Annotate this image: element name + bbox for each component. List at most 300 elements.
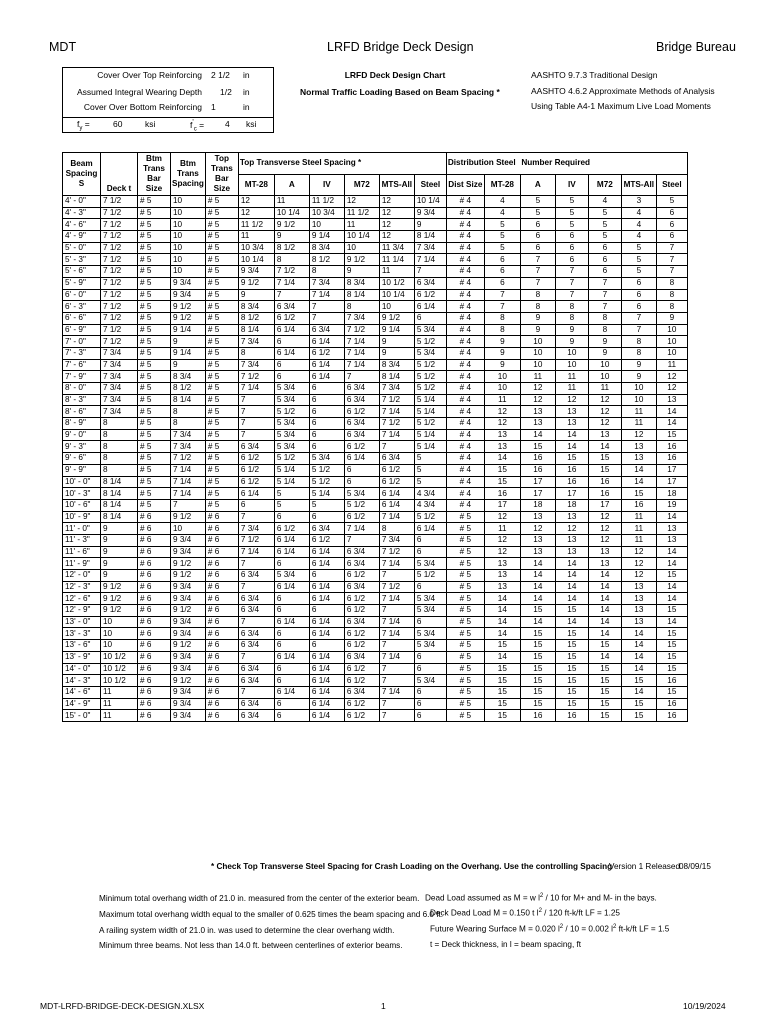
table-cell: 5 [656, 196, 687, 208]
table-cell: 14 [621, 663, 656, 675]
table-row [63, 698, 688, 710]
table-cell: 6 1/4 [309, 628, 344, 640]
table-cell: # 4 [446, 336, 484, 348]
table-cell: 9 [520, 324, 555, 336]
table-cell: 7 [484, 301, 520, 313]
table-cell: # 6 [138, 605, 171, 617]
input-value: 1 [211, 102, 216, 112]
table-cell: # 5 [138, 476, 171, 488]
table-cell: 6 [274, 698, 309, 710]
table-cell: 6 [414, 663, 446, 675]
table-cell: 6 1/2 [238, 476, 274, 488]
table-cell: 10 [520, 336, 555, 348]
table-row [63, 277, 688, 289]
table-cell: 13 [555, 406, 588, 418]
table-cell: 6 1/4 [379, 488, 414, 500]
table-cell: 8' - 6" [63, 406, 101, 418]
table-cell: 14 [621, 686, 656, 698]
table-cell: 5 [274, 488, 309, 500]
table-cell: # 5 [205, 499, 238, 511]
table-cell: 7 1/4 [171, 464, 206, 476]
definitions-note: t = Deck thickness, in l = beam spacing, ft [430, 940, 582, 949]
table-cell: # 4 [446, 301, 484, 313]
table-cell: # 5 [138, 231, 171, 243]
table-cell: 10 [171, 196, 206, 208]
table-cell: 6 1/2 [344, 663, 379, 675]
table-cell: 11 [344, 219, 379, 231]
table-cell: 7 [171, 499, 206, 511]
table-cell: 9 [484, 359, 520, 371]
table-cell: 13 [656, 394, 687, 406]
table-cell: 13 [520, 418, 555, 430]
table-cell: 6 [656, 207, 687, 219]
table-cell: 15 [555, 698, 588, 710]
table-cell: 7 [274, 289, 309, 301]
table-cell: # 4 [446, 207, 484, 219]
table-cell: 11' - 9" [63, 558, 101, 570]
table-cell: # 6 [205, 675, 238, 687]
table-row [63, 628, 688, 640]
table-cell: 6 1/2 [344, 406, 379, 418]
table-cell: 6 [520, 231, 555, 243]
table-cell: 16 [520, 710, 555, 722]
table-row [63, 534, 688, 546]
table-cell: 6 1/2 [344, 511, 379, 523]
table-cell: # 4 [446, 312, 484, 324]
table-cell: 5 1/4 [414, 429, 446, 441]
table-cell: # 5 [205, 336, 238, 348]
table-cell: 9 [171, 336, 206, 348]
table-cell: 6 [344, 476, 379, 488]
version-date: 08/09/15 [679, 862, 711, 871]
table-cell: 6 1/4 [309, 675, 344, 687]
table-cell: 5 [588, 219, 621, 231]
table-cell: 6 1/4 [309, 371, 344, 383]
table-cell: 6 1/4 [309, 558, 344, 570]
table-cell: 7 1/4 [274, 277, 309, 289]
table-cell: 12 [621, 429, 656, 441]
table-cell: # 4 [446, 266, 484, 278]
table-cell: # 5 [138, 254, 171, 266]
table-cell: 7 [379, 698, 414, 710]
table-cell: 12 [379, 231, 414, 243]
header-right: Bridge Bureau [656, 40, 736, 54]
table-row [63, 546, 688, 558]
table-cell: 7 1/4 [379, 406, 414, 418]
table-cell: 14 [588, 628, 621, 640]
table-cell: 7 1/4 [238, 546, 274, 558]
table-cell: 6 [414, 686, 446, 698]
table-cell: 8 1/4 [238, 324, 274, 336]
table-cell: # 4 [446, 464, 484, 476]
table-cell: 5 [414, 453, 446, 465]
table-cell: 7 [238, 616, 274, 628]
table-cell: 9 [379, 336, 414, 348]
table-cell: 8 1/4 [344, 289, 379, 301]
table-cell: 8 [484, 324, 520, 336]
table-cell: 14 [520, 581, 555, 593]
deck-design-table [62, 152, 688, 722]
table-cell: 16 [656, 698, 687, 710]
table-cell: 14 [555, 558, 588, 570]
table-cell: 16 [588, 488, 621, 500]
fy-unit: ksi [145, 119, 156, 129]
table-cell: # 6 [138, 663, 171, 675]
table-cell: 15 [484, 686, 520, 698]
table-cell: 5 1/2 [414, 336, 446, 348]
fc-unit: ksi [246, 119, 257, 129]
table-cell: 16 [588, 476, 621, 488]
table-cell: 10 [171, 254, 206, 266]
col-mts-all: MTS-All [379, 174, 414, 196]
table-cell: # 6 [138, 593, 171, 605]
table-cell: # 5 [138, 453, 171, 465]
table-cell: 14 [520, 593, 555, 605]
table-cell: 9 [621, 371, 656, 383]
table-row [63, 675, 688, 687]
table-cell: # 4 [446, 242, 484, 254]
col-n-steel: Steel [656, 174, 687, 196]
table-cell: 7 3/4 [101, 347, 138, 359]
table-cell: 6 3/4 [238, 593, 274, 605]
table-cell: 7 1/2 [274, 266, 309, 278]
table-cell: 7 1/4 [379, 616, 414, 628]
table-row [63, 581, 688, 593]
table-cell: 9 3/4 [171, 710, 206, 722]
table-cell: 6 3/4 [238, 605, 274, 617]
table-cell: # 5 [138, 312, 171, 324]
note-line: Minimum three beams. Not less than 14.0 ft. between centerlines of exterior beams. [99, 941, 403, 950]
table-cell: 6' - 0" [63, 289, 101, 301]
table-row [63, 710, 688, 722]
table-cell: 6 [588, 254, 621, 266]
table-cell: 12' - 6" [63, 593, 101, 605]
table-cell: 13 [621, 605, 656, 617]
table-cell: 7 1/2 [238, 534, 274, 546]
table-cell: 5' - 6" [63, 266, 101, 278]
table-cell: # 5 [138, 499, 171, 511]
table-cell: 13 [555, 546, 588, 558]
table-cell: 10' - 6" [63, 499, 101, 511]
table-cell: 4' - 0" [63, 196, 101, 208]
table-cell: 7 [555, 289, 588, 301]
table-cell: 7 [656, 254, 687, 266]
table-cell: 4 3/4 [414, 499, 446, 511]
table-cell: 9' - 0" [63, 429, 101, 441]
table-cell: 16 [555, 476, 588, 488]
table-cell: 13 [555, 511, 588, 523]
table-cell: # 5 [138, 242, 171, 254]
table-cell: 7 3/4 [238, 336, 274, 348]
table-cell: 13 [484, 429, 520, 441]
table-cell: 6 [274, 558, 309, 570]
table-cell: 7 3/4 [379, 534, 414, 546]
table-cell: 17 [656, 476, 687, 488]
table-cell: 5 [555, 207, 588, 219]
table-cell: 11 [621, 418, 656, 430]
table-cell: 10 1/4 [379, 289, 414, 301]
table-cell: 9 1/2 [171, 312, 206, 324]
table-cell: # 6 [205, 546, 238, 558]
table-cell: 4 [621, 207, 656, 219]
table-cell: # 5 [446, 663, 484, 675]
table-cell: 13 [588, 429, 621, 441]
col-btm-spacing: Btm Trans Spacing [171, 153, 206, 196]
reference-1: AASHTO 9.7.3 Traditional Design [531, 70, 658, 80]
table-cell: 5 1/2 [414, 418, 446, 430]
table-cell: 9 1/2 [171, 570, 206, 582]
table-cell: 14 [656, 558, 687, 570]
table-cell: 6 [274, 605, 309, 617]
table-cell: 6 [274, 675, 309, 687]
table-cell: 9 1/2 [101, 605, 138, 617]
table-cell: 8 1/4 [379, 371, 414, 383]
table-cell: 5 1/4 [414, 441, 446, 453]
table-cell: # 6 [138, 616, 171, 628]
table-cell: 7 3/4 [101, 394, 138, 406]
table-cell: 12 [656, 383, 687, 395]
table-cell: 10 [171, 207, 206, 219]
table-cell: 10 [656, 347, 687, 359]
table-cell: # 5 [205, 196, 238, 208]
table-cell: # 6 [138, 558, 171, 570]
table-cell: 11 [101, 710, 138, 722]
fc-label: $f'_c$ = [190, 119, 205, 133]
table-cell: 11 [238, 231, 274, 243]
table-cell: # 6 [138, 581, 171, 593]
table-cell: 15 [621, 698, 656, 710]
col-dist-size: Dist Size [446, 174, 484, 196]
table-cell: 6 1/2 [344, 628, 379, 640]
table-cell: 6 [414, 546, 446, 558]
table-cell: 15 [484, 663, 520, 675]
table-cell: # 5 [205, 289, 238, 301]
table-cell: # 5 [446, 651, 484, 663]
table-cell: 6 1/4 [274, 581, 309, 593]
table-cell: 5 [309, 499, 344, 511]
table-cell: 4 [621, 219, 656, 231]
table-cell: 6 [588, 242, 621, 254]
table-cell: 6 1/4 [414, 301, 446, 313]
table-cell: 7 1/2 [101, 289, 138, 301]
table-cell: 8 [656, 301, 687, 313]
table-cell: 6 3/4 [344, 383, 379, 395]
table-cell: 6 1/4 [274, 686, 309, 698]
table-cell: 9 1/4 [171, 347, 206, 359]
table-cell: 5 3/4 [274, 570, 309, 582]
table-cell: 5 [274, 499, 309, 511]
table-cell: 14 [555, 429, 588, 441]
table-cell: 13 [621, 581, 656, 593]
table-cell: # 5 [446, 640, 484, 652]
table-cell: 6 [555, 254, 588, 266]
table-cell: 7 [484, 289, 520, 301]
table-cell: 7 1/2 [379, 581, 414, 593]
table-cell: 8 [101, 453, 138, 465]
table-cell: 7 1/2 [379, 418, 414, 430]
table-cell: 6 [274, 359, 309, 371]
table-cell: # 5 [138, 277, 171, 289]
design-inputs-box [62, 67, 274, 133]
table-cell: 7 3/4 [309, 277, 344, 289]
table-cell: # 5 [205, 464, 238, 476]
table-cell: 10 3/4 [238, 242, 274, 254]
col-beam-spacing: Beam Spacing S [63, 153, 101, 196]
table-cell: 6 [344, 464, 379, 476]
header-row [63, 153, 688, 175]
table-cell: 6 3/4 [309, 324, 344, 336]
table-cell: 5 1/2 [414, 570, 446, 582]
table-cell: 6 3/4 [344, 558, 379, 570]
table-cell: 15 [555, 663, 588, 675]
table-cell: # 5 [205, 383, 238, 395]
table-cell: 7 [238, 429, 274, 441]
table-cell: 14 [555, 441, 588, 453]
table-cell: 7 [379, 570, 414, 582]
input-unit: in [243, 87, 250, 97]
fy-value: 60 [113, 119, 123, 129]
table-cell: 11 [621, 523, 656, 535]
table-cell: # 4 [446, 499, 484, 511]
table-cell: # 6 [138, 546, 171, 558]
table-cell: 7 [238, 394, 274, 406]
table-cell: # 5 [138, 347, 171, 359]
table-cell: 6 1/4 [309, 616, 344, 628]
table-cell: # 6 [138, 640, 171, 652]
table-cell: 7 1/4 [171, 476, 206, 488]
group-number-required: Number Required [520, 153, 687, 175]
table-cell: 6 [309, 570, 344, 582]
table-cell: 9 [101, 558, 138, 570]
table-cell: 10 [344, 242, 379, 254]
table-cell: # 5 [138, 464, 171, 476]
table-cell: 11 [520, 371, 555, 383]
table-cell: 9' - 9" [63, 464, 101, 476]
table-cell: 5 3/4 [274, 383, 309, 395]
table-cell: 11 [274, 196, 309, 208]
table-cell: # 4 [446, 254, 484, 266]
table-cell: 15 [555, 628, 588, 640]
col-n-mt28: MT-28 [484, 174, 520, 196]
table-cell: 5 3/4 [344, 488, 379, 500]
table-cell: # 6 [138, 523, 171, 535]
table-cell: 14 [621, 640, 656, 652]
table-row [63, 336, 688, 348]
table-cell: 10 1/4 [274, 207, 309, 219]
wearing-surface-note: Future Wearing Surface M = 0.020 $l^2 / 10 = 0.002$ $l^2$ ft-k/ft LF = 1.5 [430, 924, 670, 934]
table-cell: 14 [656, 406, 687, 418]
table-cell: 16 [555, 464, 588, 476]
table-cell: 6 1/2 [274, 523, 309, 535]
table-row [63, 406, 688, 418]
table-cell: # 5 [138, 371, 171, 383]
table-cell: 6 1/2 [238, 453, 274, 465]
table-row [63, 324, 688, 336]
table-cell: 9 [588, 347, 621, 359]
table-cell: 15 [520, 441, 555, 453]
table-cell: 15 [656, 570, 687, 582]
table-cell: 6 3/4 [344, 651, 379, 663]
table-cell: 15 [656, 605, 687, 617]
table-cell: 10 [101, 616, 138, 628]
table-cell: 11 [656, 359, 687, 371]
table-cell: 19 [656, 499, 687, 511]
table-cell: 16 [621, 499, 656, 511]
table-cell: 6' - 6" [63, 312, 101, 324]
table-cell: 9 1/2 [101, 593, 138, 605]
table-cell: 12 [484, 534, 520, 546]
table-cell: 15 [656, 663, 687, 675]
table-cell: # 5 [205, 219, 238, 231]
table-cell: 11 [101, 686, 138, 698]
table-cell: 12 [379, 219, 414, 231]
table-cell: 9' - 6" [63, 453, 101, 465]
table-cell: 14 [656, 546, 687, 558]
table-cell: 7 1/4 [238, 383, 274, 395]
col-n-a: A [520, 174, 555, 196]
table-cell: 7 3/4 [101, 371, 138, 383]
input-label: Assumed Integral Wearing Depth [76, 87, 202, 97]
table-cell: 8' - 0" [63, 383, 101, 395]
table-cell: 9 3/4 [171, 593, 206, 605]
table-cell: 13 [656, 523, 687, 535]
table-cell: 6 [274, 663, 309, 675]
table-cell: 7' - 0" [63, 336, 101, 348]
table-cell: 9 1/2 [171, 558, 206, 570]
table-cell: 7 [379, 605, 414, 617]
table-cell: 7 1/2 [101, 301, 138, 313]
table-cell: 7 1/2 [344, 324, 379, 336]
table-row [63, 499, 688, 511]
table-cell: 9 1/2 [101, 581, 138, 593]
table-cell: # 5 [138, 488, 171, 500]
table-cell: 6 [274, 593, 309, 605]
reference-3: Using Table A4-1 Maximum Live Load Moments [531, 101, 711, 111]
input-label: Cover Over Top Reinforcing [97, 70, 202, 80]
table-cell: # 5 [205, 312, 238, 324]
table-cell: 6 3/4 [238, 663, 274, 675]
table-cell: # 5 [205, 207, 238, 219]
table-cell: 5 3/4 [274, 441, 309, 453]
table-cell: 7 1/4 [309, 289, 344, 301]
table-cell: 13' - 9" [63, 651, 101, 663]
table-cell: 7 1/2 [238, 371, 274, 383]
col-n-mts-all: MTS-All [621, 174, 656, 196]
table-cell: # 4 [446, 476, 484, 488]
table-cell: 8 3/4 [379, 359, 414, 371]
table-cell: 5 1/2 [274, 453, 309, 465]
col-deck-t: Deck t [101, 153, 138, 196]
table-cell: 9 3/4 [171, 651, 206, 663]
table-cell: 6 [656, 231, 687, 243]
table-cell: 15 [656, 429, 687, 441]
table-cell: # 5 [446, 686, 484, 698]
table-cell: 11' - 0" [63, 523, 101, 535]
table-cell: 15 [588, 675, 621, 687]
table-cell: 15' - 0" [63, 710, 101, 722]
table-cell: 6 [274, 710, 309, 722]
table-cell: 12 [656, 371, 687, 383]
table-cell: 4 [484, 196, 520, 208]
table-cell: 8 1/2 [274, 242, 309, 254]
table-cell: 10 [555, 359, 588, 371]
table-cell: 9 3/4 [171, 581, 206, 593]
table-cell: 5 1/2 [344, 499, 379, 511]
table-cell: 8 [555, 312, 588, 324]
table-cell: 6 3/4 [238, 710, 274, 722]
table-cell: # 5 [446, 710, 484, 722]
table-cell: 6 [309, 441, 344, 453]
